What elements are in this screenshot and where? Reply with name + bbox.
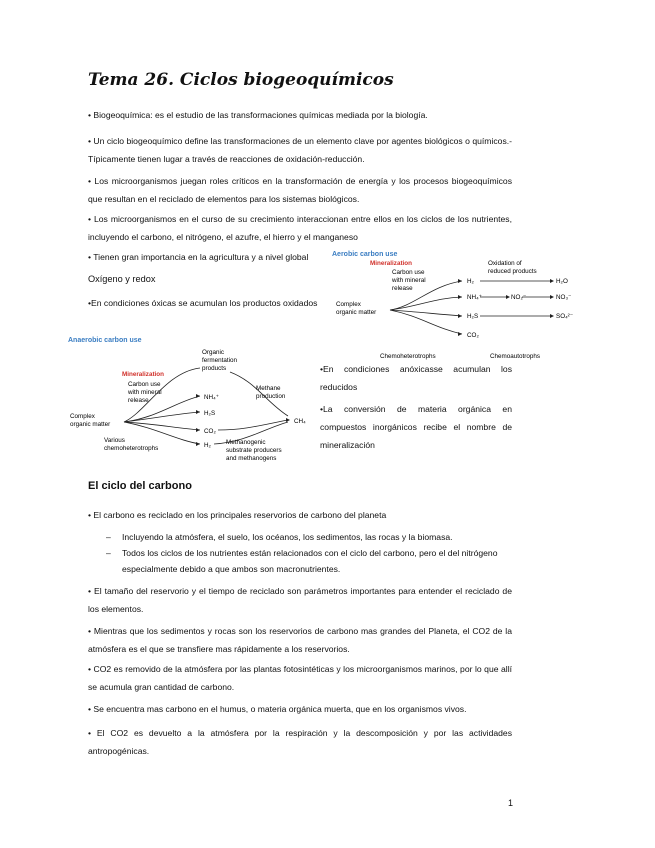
anaerobic-carbon-diagram bbox=[66, 332, 320, 468]
carbon-bullet-1: • El carbono es reciclado en los principales reservorios de carbono del planeta bbox=[88, 510, 387, 520]
aerobic-chemoautotrophs: Chemoautotrophs bbox=[490, 353, 541, 360]
carbon-bullet-2: • El tamaño del reservorio y el tiempo de reciclado son parámetros importantes para entender el reciclado de los elementos. bbox=[88, 586, 512, 614]
anaerobic-various-2: chemoheterotrophs bbox=[104, 445, 159, 452]
anaerobic-methanogenic-2: substrate producers bbox=[226, 447, 282, 454]
carbon-cycle-heading: El ciclo del carbono bbox=[88, 480, 192, 492]
anaerobic-h2s: H₂S bbox=[204, 410, 216, 417]
anaerobic-fermentation-3: products bbox=[202, 365, 227, 372]
aerobic-carbon-use-3: release bbox=[392, 285, 413, 292]
aerobic-nh4: NH₄⁺ bbox=[467, 294, 482, 301]
aerobic-complex-1: Complex bbox=[336, 301, 361, 308]
anaerobic-methane-2: production bbox=[256, 393, 286, 400]
anaerobic-nh4: NH₄⁺ bbox=[204, 394, 219, 401]
anaerobic-fermentation-2: fermentation bbox=[202, 357, 238, 364]
anaerobic-various-1: Various bbox=[104, 437, 125, 444]
oxic-text: •En condiciones óxicas se acumulan los productos oxidados bbox=[88, 298, 318, 308]
carbon-bullet-4: • CO2 es removido de la atmósfera por las plantas fotosintéticas y los microorganismos marinos, por lo que allí se acumula gran cantidad de carbono. bbox=[88, 664, 512, 692]
anaerobic-carbon-use-1: Carbon use bbox=[128, 381, 161, 388]
intro-bullet-5: • Tienen gran importancia en la agricultura y a nivel global bbox=[88, 252, 309, 262]
anoxic-text: •En condiciones anóxicasse acumulan los reducidos bbox=[320, 364, 512, 392]
anaerobic-methane-1: Methane bbox=[256, 385, 281, 392]
anaerobic-carbon-use-3: release bbox=[128, 397, 149, 404]
anaerobic-methanogenic-1: Methanogenic bbox=[226, 439, 266, 446]
aerobic-so4: SO₄²⁻ bbox=[556, 313, 574, 320]
aerobic-oxidation-1: Oxidation of bbox=[488, 260, 522, 267]
aerobic-carbon-use-1: Carbon use bbox=[392, 269, 425, 276]
anaerobic-complex-2: organic matter bbox=[70, 421, 111, 428]
aerobic-h2o: H₂O bbox=[556, 278, 568, 285]
aerobic-h2s: H₂S bbox=[467, 313, 479, 320]
intro-bullet-3: • Los microorganismos juegan roles críticos en la transformación de energía y los procesos biogeoquímicos que resultan en el reciclado de elementos para los sistemas biológicos. bbox=[88, 176, 512, 204]
aerobic-carbon-use-2: with mineral bbox=[392, 277, 426, 284]
mineralization-text: •La conversión de materia orgánica en compuestos inorgánicos recibe el nombre de mineralización bbox=[320, 404, 512, 450]
carbon-bullet-3: • Mientras que los sedimentos y rocas son los reservorios de carbono mas grandes del Planeta, el CO2 de la atmósfera es el que se transfiere mas rápidamente a los reservorios. bbox=[88, 626, 512, 654]
aerobic-carbon-diagram bbox=[330, 246, 580, 364]
aerobic-mineralization-label: Mineralization bbox=[370, 260, 412, 267]
anaerobic-header: Anaerobic carbon use bbox=[68, 337, 142, 344]
carbon-bullet-5: • Se encuentra mas carbono en el humus, o materia orgánica muerta, que en los organismos vivos. bbox=[88, 704, 467, 714]
carbon-bullet-6: • El CO2 es devuelto a la atmósfera por la respiración y la descomposición y por las actividades antropogénicas. bbox=[88, 728, 512, 756]
aerobic-oxidation-2: reduced products bbox=[488, 268, 537, 275]
aerobic-h2: H₂ bbox=[467, 278, 474, 285]
aerobic-chemoheterotrophs: Chemoheterotrophs bbox=[380, 353, 436, 360]
aerobic-no2: NO₂⁻ bbox=[511, 294, 527, 301]
anaerobic-methanogenic-3: and methanogens bbox=[226, 455, 277, 462]
anaerobic-ch4: CH₄ bbox=[294, 418, 306, 425]
page-number: 1 bbox=[508, 798, 514, 808]
anaerobic-co2: CO₂ bbox=[204, 428, 216, 435]
intro-bullet-1: • Biogeoquímica: es el estudio de las transformaciones químicas mediada por la biología. bbox=[88, 110, 428, 120]
aerobic-no3: NO₃⁻ bbox=[556, 294, 572, 301]
anaerobic-complex-1: Complex bbox=[70, 413, 95, 420]
anaerobic-carbon-use-2: with mineral bbox=[128, 389, 162, 396]
aerobic-header: Aerobic carbon use bbox=[332, 251, 398, 258]
intro-bullet-2: • Un ciclo biogeoquímico define las transformaciones de un elemento clave por agentes biológicos o químicos.- Típicamente tienen lugar a través de reacciones de oxidación-reducción. bbox=[88, 136, 512, 164]
anaerobic-fermentation-1: Organic bbox=[202, 349, 225, 356]
page-title: Tema 26. Ciclos biogeoquímicos bbox=[88, 70, 394, 90]
aerobic-co2: CO₂ bbox=[467, 332, 479, 339]
intro-bullet-4: • Los microorganismos en el curso de su crecimiento interaccionan entre ellos en los ciclos de los nutrientes, incluyendo el carbono, el nitrógeno, el azufre, el hierro y el manganeso bbox=[88, 214, 512, 242]
oxygen-heading: Oxígeno y redox bbox=[88, 274, 156, 284]
aerobic-complex-2: organic matter bbox=[336, 309, 377, 316]
anaerobic-h2: H₂ bbox=[204, 442, 211, 449]
anaerobic-mineralization-label: Mineralization bbox=[122, 371, 164, 378]
